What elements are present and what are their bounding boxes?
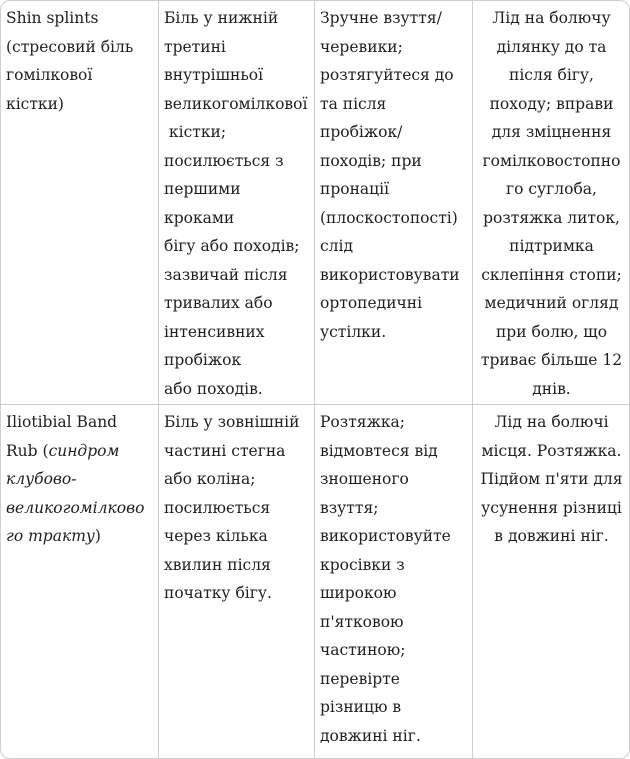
treatment-line: гомілковостопно <box>482 151 621 170</box>
symptoms-cell <box>159 1 315 404</box>
prevention-line: п'ятковою <box>320 612 404 631</box>
symptoms-line: великогомілкової <box>164 94 308 113</box>
prevention-line: ортопедичні <box>320 294 423 312</box>
symptoms-line: або коліна; <box>164 470 256 488</box>
prevention-line: використовуйте <box>320 527 451 545</box>
prevention-line: перевірте <box>320 669 400 688</box>
condition-line: кістки) <box>6 94 64 113</box>
condition-line: (стресовий біль <box>6 37 134 56</box>
symptoms-line: Біль у зовнішній <box>164 413 300 431</box>
condition-text: Iliotibial Band <box>6 413 118 431</box>
treatment-line: розтяжка литок, <box>483 208 620 227</box>
symptoms-line: посилюється <box>164 498 271 517</box>
prevention-line: взуття; <box>320 498 379 517</box>
prevention-line: Розтяжка; <box>320 413 405 431</box>
prevention-line: пробіжок/ <box>320 123 403 141</box>
condition-text-italic: синдром <box>48 441 120 460</box>
symptoms-cell <box>159 405 315 759</box>
treatment-line: ділянку до та <box>496 37 607 56</box>
symptoms-line: кроками <box>164 208 235 227</box>
prevention-line: зношеного <box>320 470 409 488</box>
condition-line: великогомілково <box>6 498 145 517</box>
prevention-line: устілки. <box>320 322 387 341</box>
condition-text-italic: го тракту <box>6 527 95 545</box>
symptoms-line: інтенсивних <box>164 322 265 341</box>
treatment-line: триває більше 12 <box>480 351 623 369</box>
prevention-line: частиною; <box>320 641 406 659</box>
prevention-line: Зручне взуття/ <box>320 9 442 27</box>
condition-line: Shin splints <box>6 9 99 27</box>
prevention-line: широкою <box>320 584 397 602</box>
prevention-cell <box>315 405 473 759</box>
treatment-line: склепіння стопи; <box>481 265 622 284</box>
symptoms-line: третині <box>164 37 226 56</box>
treatment-line: днів. <box>532 379 571 398</box>
treatment-line: місця. Розтяжка. <box>481 441 622 460</box>
treatment-line: для зміцнення <box>491 123 612 141</box>
symptoms-line: бігу або походів; <box>164 237 300 255</box>
prevention-line: довжині ніг. <box>320 726 421 745</box>
symptoms-line: внутрішньої <box>164 66 264 84</box>
condition-line <box>6 437 154 466</box>
condition-line: клубово- <box>6 470 77 488</box>
symptoms-line: або походів. <box>164 379 263 398</box>
prevention-line: походів; при <box>320 151 422 170</box>
symptoms-line: частині стегна <box>164 441 286 460</box>
prevention-line: слід <box>320 237 354 255</box>
condition-cell <box>1 1 159 404</box>
condition-line <box>6 408 154 437</box>
condition-line <box>6 522 154 551</box>
treatment-line: усунення різниці <box>481 498 622 517</box>
treatment-line: походу; вправи <box>489 94 614 113</box>
table-row-iliotibial-band <box>1 405 629 759</box>
condition-text: Rub ( <box>6 441 49 460</box>
condition-line: гомілкової <box>6 66 93 84</box>
condition-text: ) <box>94 527 101 545</box>
symptoms-line: хвилин після <box>164 555 271 574</box>
treatment-line: при болю, що <box>495 322 608 341</box>
prevention-line: використовувати <box>320 265 460 284</box>
treatment-line: Підйом п'яти для <box>480 470 623 488</box>
condition-cell <box>1 405 159 759</box>
symptoms-line: посилюється з <box>164 151 284 170</box>
symptoms-line: зазвичай після <box>164 265 288 284</box>
symptoms-line: кістки; <box>164 123 227 141</box>
prevention-line: (плоскостопості) <box>320 208 458 227</box>
prevention-line: розтягуйтеся до <box>320 66 454 84</box>
treatment-line: го суглоба, <box>506 180 597 198</box>
table-row-shin-splints <box>1 1 629 405</box>
prevention-line: черевики; <box>320 37 403 56</box>
symptoms-line: пробіжок <box>164 351 242 369</box>
prevention-line: різницю в <box>320 698 402 716</box>
treatment-line: підтримка <box>509 237 594 255</box>
treatment-line: Лід на болючу <box>492 9 611 27</box>
prevention-line: кросівки з <box>320 555 405 574</box>
treatment-line: в довжині ніг. <box>494 527 609 545</box>
symptoms-line: тривалих або <box>164 294 273 312</box>
treatment-line: медичний огляд <box>484 294 619 312</box>
treatment-line: після бігу, <box>509 66 594 84</box>
symptoms-line: через кілька <box>164 527 268 545</box>
symptoms-line: Біль у нижній <box>164 9 279 27</box>
prevention-line: пронації <box>320 180 390 198</box>
symptoms-line: початку бігу. <box>164 584 272 602</box>
prevention-cell <box>315 1 473 404</box>
prevention-line: та після <box>320 94 387 113</box>
treatment-cell <box>473 405 629 759</box>
symptoms-line: першими <box>164 180 241 198</box>
prevention-line: відмовтеся від <box>320 441 438 460</box>
treatment-cell <box>473 1 629 404</box>
treatment-line: Лід на болючі <box>494 413 609 431</box>
